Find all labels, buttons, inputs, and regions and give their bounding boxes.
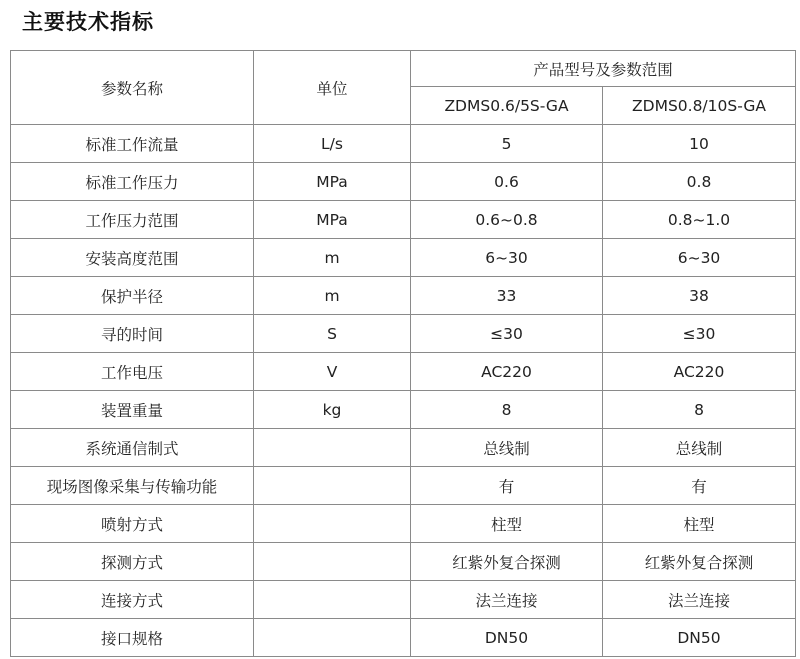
- cell-model-a: 柱型: [411, 505, 603, 543]
- table-row: [11, 581, 796, 619]
- cell-unit: MPa: [254, 163, 411, 201]
- table-row: [11, 163, 796, 201]
- cell-model-a: 33: [411, 277, 603, 315]
- header-model-a: ZDMS0.6/5S-GA: [411, 87, 603, 125]
- cell-unit: MPa: [254, 201, 411, 239]
- cell-model-a: 红紫外复合探测: [411, 543, 603, 581]
- table-row: [11, 543, 796, 581]
- cell-model-a: 6~30: [411, 239, 603, 277]
- cell-model-a: 8: [411, 391, 603, 429]
- cell-model-a: 总线制: [411, 429, 603, 467]
- cell-model-b: 法兰连接: [603, 581, 796, 619]
- cell-model-b: 红紫外复合探测: [603, 543, 796, 581]
- cell-model-b: DN50: [603, 619, 796, 657]
- cell-param-name: 探测方式: [11, 543, 254, 581]
- header-unit: 单位: [254, 51, 411, 125]
- cell-model-b: 总线制: [603, 429, 796, 467]
- cell-param-name: 标准工作流量: [11, 125, 254, 163]
- cell-model-b: 8: [603, 391, 796, 429]
- cell-param-name: 连接方式: [11, 581, 254, 619]
- table-row: [11, 467, 796, 505]
- cell-unit: m: [254, 277, 411, 315]
- spec-table: [10, 50, 796, 657]
- cell-unit: [254, 581, 411, 619]
- header-product-group: 产品型号及参数范围: [411, 51, 796, 87]
- cell-model-b: 有: [603, 467, 796, 505]
- cell-param-name: 保护半径: [11, 277, 254, 315]
- header-model-b: ZDMS0.8/10S-GA: [603, 87, 796, 125]
- cell-unit: [254, 619, 411, 657]
- cell-param-name: 装置重量: [11, 391, 254, 429]
- cell-unit: V: [254, 353, 411, 391]
- cell-model-b: ≤30: [603, 315, 796, 353]
- table-row: [11, 125, 796, 163]
- cell-model-a: ≤30: [411, 315, 603, 353]
- cell-unit: S: [254, 315, 411, 353]
- cell-unit: [254, 429, 411, 467]
- table-row: [11, 239, 796, 277]
- cell-model-b: 0.8~1.0: [603, 201, 796, 239]
- cell-model-b: 6~30: [603, 239, 796, 277]
- table-row: [11, 201, 796, 239]
- cell-model-a: 有: [411, 467, 603, 505]
- cell-param-name: 喷射方式: [11, 505, 254, 543]
- cell-param-name: 工作电压: [11, 353, 254, 391]
- cell-model-b: 10: [603, 125, 796, 163]
- cell-model-a: AC220: [411, 353, 603, 391]
- cell-unit: [254, 467, 411, 505]
- cell-model-b: 柱型: [603, 505, 796, 543]
- table-row: [11, 277, 796, 315]
- table-row: [11, 505, 796, 543]
- cell-unit: m: [254, 239, 411, 277]
- table-row: [11, 315, 796, 353]
- cell-unit: L/s: [254, 125, 411, 163]
- cell-model-b: 38: [603, 277, 796, 315]
- cell-model-a: 0.6~0.8: [411, 201, 603, 239]
- page-title: 主要技术指标: [22, 9, 154, 34]
- header-param-name: 参数名称: [11, 51, 254, 125]
- cell-param-name: 标准工作压力: [11, 163, 254, 201]
- cell-param-name: 安装高度范围: [11, 239, 254, 277]
- cell-param-name: 寻的时间: [11, 315, 254, 353]
- cell-unit: kg: [254, 391, 411, 429]
- table-row: [11, 391, 796, 429]
- cell-unit: [254, 543, 411, 581]
- table-row: [11, 619, 796, 657]
- cell-model-a: 5: [411, 125, 603, 163]
- cell-unit: [254, 505, 411, 543]
- table-row: [11, 353, 796, 391]
- cell-model-a: 法兰连接: [411, 581, 603, 619]
- cell-model-a: 0.6: [411, 163, 603, 201]
- cell-model-b: AC220: [603, 353, 796, 391]
- table-row: [11, 429, 796, 467]
- cell-param-name: 工作压力范围: [11, 201, 254, 239]
- cell-model-a: DN50: [411, 619, 603, 657]
- cell-param-name: 系统通信制式: [11, 429, 254, 467]
- cell-model-b: 0.8: [603, 163, 796, 201]
- cell-param-name: 现场图像采集与传输功能: [11, 467, 254, 505]
- cell-param-name: 接口规格: [11, 619, 254, 657]
